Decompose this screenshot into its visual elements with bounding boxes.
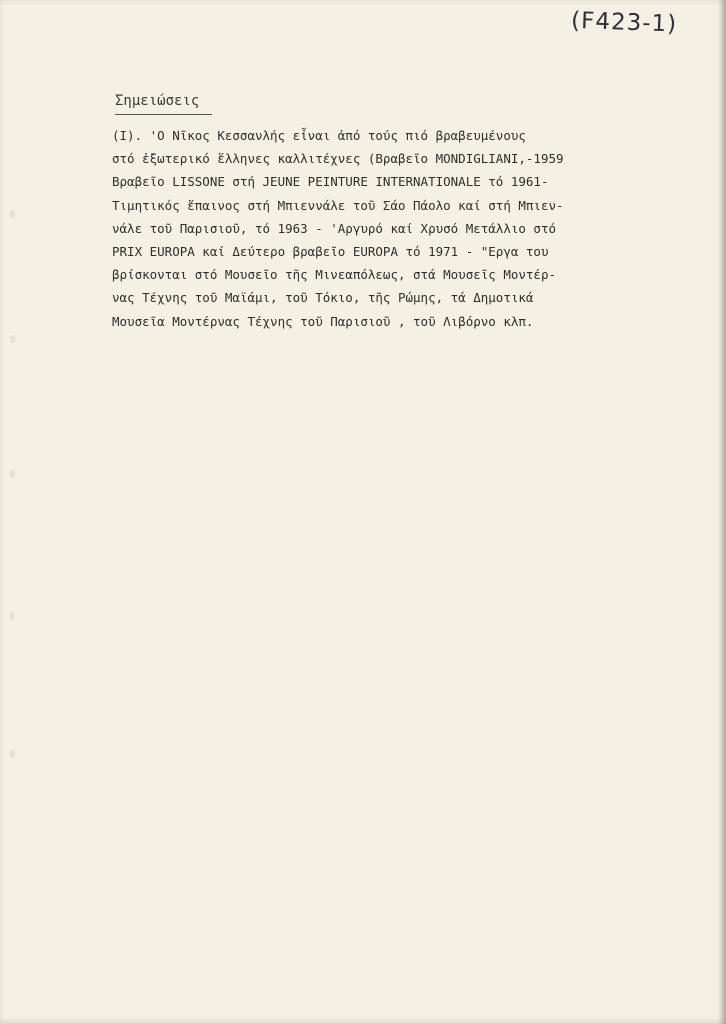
punch-hole-mark [10, 750, 15, 758]
punch-hole-mark [10, 470, 15, 478]
note-line: στό ἐξωτερικό ἕλληνες καλλιτέχνες (Βραβεῖο MONDIGLIANI,-1959 [112, 151, 564, 167]
archive-reference-handwritten: (F423-1) [570, 7, 678, 38]
note-line: νάλε τοῦ Παρισιοῦ, τό 1963 - 'Αργυρό καί Χρυσό Μετάλλιο στό [112, 220, 557, 236]
note-line: Βραβεῖο LISSONE στή JEUNE PEINTURE INTERNATIONALE τό 1961- [112, 174, 549, 190]
heading-underline [115, 114, 212, 115]
note-line: Τιμητικός ἔπαινος στή Μπιεννάλε τοῦ Σάο Πάολο καί στή Μπιεν- [112, 197, 564, 213]
notes-heading: Σημειώσεις [115, 93, 200, 109]
page-edge-shadow [718, 0, 726, 1024]
punch-hole-mark [10, 335, 15, 343]
note-body [112, 124, 652, 333]
note-line: νας Τέχνης τοῦ Μαϊάμι, τοῦ Τόκιο, τῆς Ρώμης, τά Δημοτικά [112, 290, 534, 306]
note-line: βρίσκονται στό Μουσεῖο τῆς Μινεαπόλεως, στά Μουσεῖς Μοντέρ- [112, 267, 557, 283]
note-line: (I). 'O Nῖκος Κεσσανλής εἶναι ἀπό τούς πιό βραβευμένους [112, 128, 526, 143]
punch-hole-mark [10, 612, 15, 620]
note-line: Μουσεῖα Μοντέρνας Τέχνης τοῦ Παρισιοῦ , τοῦ Λιβόρνο κλπ. [112, 313, 534, 329]
punch-hole-mark [10, 210, 15, 218]
note-line: PRIX EUROPA καί Δεύτερο βραβεῖο EUROPA τό 1971 - "Εργα του [112, 243, 549, 259]
